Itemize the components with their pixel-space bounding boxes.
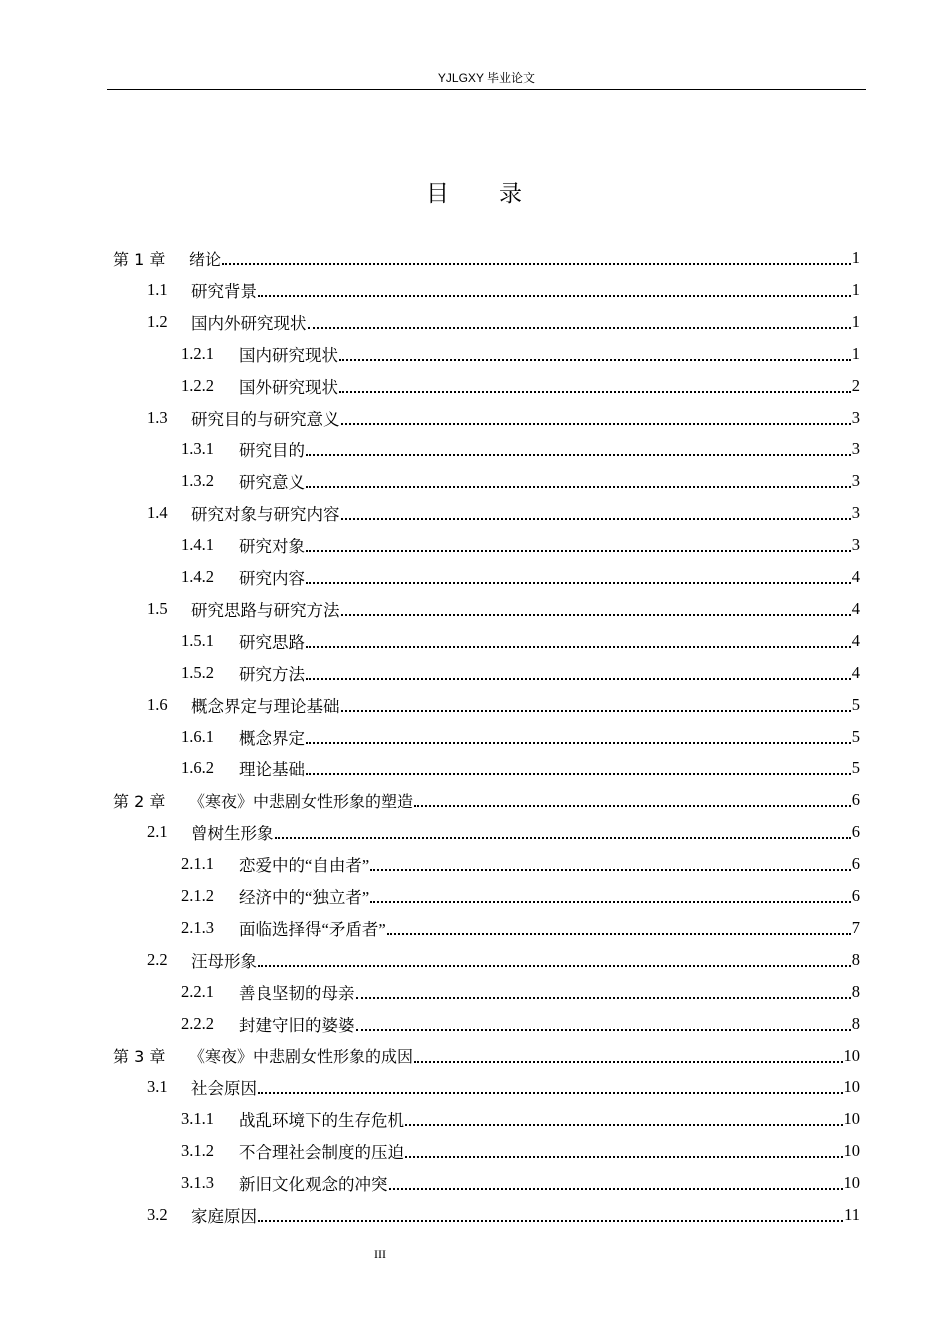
toc-entry-page: 1 (851, 343, 860, 363)
toc-entry-number: 1.3.1 (181, 439, 214, 459)
toc-entry[interactable] (147, 497, 860, 529)
toc-entry-number: 1.4.2 (181, 567, 214, 586)
toc-entry-title: 国外研究现状 (239, 377, 338, 397)
toc-entry[interactable] (147, 1199, 860, 1231)
toc-entry-page: 6 (851, 822, 860, 842)
toc-entry-page: 4 (851, 598, 860, 618)
toc-dot-leader (258, 295, 851, 297)
toc-entry-title: 善良坚韧的母亲 (239, 983, 355, 1003)
toc-dot-leader (387, 933, 851, 935)
toc-entry[interactable] (181, 1167, 860, 1199)
toc-entry-title: 曾树生形象 (191, 824, 274, 844)
toc-entry-page: 3 (851, 471, 860, 491)
toc-entry-page: 10 (843, 1173, 860, 1193)
toc-entry-page: 10 (843, 1045, 860, 1065)
toc-entry[interactable] (147, 274, 860, 306)
toc-entry-number: 第 2 章 (113, 791, 166, 811)
toc-entry-title: 研究背景 (191, 281, 257, 301)
toc-entry[interactable] (181, 752, 860, 784)
toc-dot-leader (306, 454, 851, 456)
toc-entry[interactable] (181, 976, 860, 1008)
toc-entry[interactable] (181, 561, 860, 593)
toc-entry-title: 研究思路 (239, 632, 305, 652)
toc-entry[interactable] (113, 784, 860, 816)
toc-entry-number: 3.1 (147, 1077, 168, 1097)
toc-entry-title: 战乱环境下的生存危机 (239, 1111, 404, 1131)
toc-entry-page: 3 (851, 535, 860, 555)
toc-entry-page: 5 (851, 694, 860, 714)
toc-dot-leader (258, 1220, 843, 1222)
toc-entry-page: 7 (851, 917, 860, 937)
toc-entry-title: 经济中的“独立者” (239, 888, 370, 907)
toc-dot-leader (341, 423, 851, 425)
toc-entry-page: 6 (851, 790, 860, 810)
toc-entry-number: 1.2.1 (181, 343, 214, 363)
toc-dot-leader (389, 1188, 843, 1190)
toc-entry-number: 2.2.2 (181, 1013, 214, 1033)
toc-entry-page: 4 (851, 662, 860, 682)
toc-dot-leader (339, 359, 851, 361)
toc-entry-page: 4 (851, 567, 860, 586)
toc-entry-title: 不合理社会制度的压迫 (239, 1143, 404, 1163)
toc-entry-page: 3 (851, 439, 860, 459)
title-char-1: 目 (426, 181, 451, 207)
toc-entry-page: 5 (851, 726, 860, 746)
toc-entry-page: 11 (844, 1205, 860, 1224)
toc-entry-number: 第 3 章 (113, 1047, 166, 1066)
toc-entry-number: 1.4.1 (181, 535, 214, 555)
toc-entry-page: 1 (851, 248, 860, 267)
toc-entry-title: 社会原因 (191, 1079, 257, 1099)
toc-dot-leader (308, 327, 851, 329)
toc-dot-leader (306, 582, 851, 584)
toc-dot-leader (339, 391, 851, 393)
page-number: III (374, 1247, 386, 1261)
toc-entry[interactable] (147, 402, 860, 434)
toc-entry-title: 家庭原因 (191, 1207, 257, 1226)
toc-dot-leader (405, 1124, 843, 1126)
toc-entry-number: 2.1.1 (181, 854, 214, 874)
toc-entry-title: 研究对象与研究内容 (191, 505, 340, 525)
toc-entry[interactable] (181, 1135, 860, 1167)
toc-dot-leader (306, 550, 851, 552)
toc-entry-title: 新旧文化观念的冲突 (239, 1175, 388, 1195)
toc-entry-title: 《寒夜》中悲剧女性形象的成因 (189, 1047, 414, 1066)
toc-entry-number: 1.6.2 (181, 758, 214, 778)
toc-entry-page: 6 (851, 886, 860, 905)
toc-entry[interactable] (181, 529, 860, 561)
toc-entry-page: 5 (851, 758, 860, 778)
toc-dot-leader (405, 1156, 843, 1158)
toc-entry-page: 8 (851, 981, 860, 1001)
toc-dot-leader (414, 1061, 842, 1063)
toc-entry[interactable] (147, 1071, 860, 1103)
toc-entry-title: 研究目的与研究意义 (191, 409, 340, 429)
toc-entry-number: 1.3.2 (181, 471, 214, 491)
toc-entry[interactable] (181, 1008, 860, 1040)
toc-entry[interactable] (147, 816, 860, 848)
toc-entry-number: 2.1.2 (181, 886, 214, 905)
toc-entry[interactable] (147, 306, 860, 338)
toc-entry[interactable] (147, 593, 860, 625)
toc-entry-title: 理论基础 (239, 760, 305, 780)
toc-dot-leader (306, 773, 851, 775)
toc-entry[interactable] (181, 1103, 860, 1135)
toc-entry-title: 研究思路与研究方法 (191, 600, 340, 620)
toc-dot-leader (370, 901, 851, 903)
toc-entry-title: 封建守旧的婆婆 (239, 1015, 355, 1035)
toc-dot-leader (341, 710, 851, 712)
toc-dot-leader (341, 614, 851, 616)
toc-entry-title: 面临选择得“矛盾者” (239, 919, 386, 939)
toc-entry-number: 1.6 (147, 694, 168, 714)
toc-entry-title: 概念界定与理论基础 (191, 696, 340, 716)
toc-dot-leader (222, 263, 851, 265)
toc-dot-leader (258, 965, 851, 967)
toc-entry-title: 研究内容 (239, 569, 305, 588)
toc-dot-leader (414, 805, 851, 807)
toc-entry-title: 汪母形象 (191, 951, 257, 971)
toc-entry-page: 4 (851, 630, 860, 650)
toc-entry-title: 研究方法 (239, 664, 305, 684)
toc-entry-page: 1 (851, 311, 860, 331)
toc-entry-number: 2.1.3 (181, 917, 214, 937)
toc-entry[interactable] (181, 465, 860, 497)
toc-entry-number: 1.5 (147, 598, 168, 618)
toc-entry-page: 6 (851, 854, 860, 874)
toc-entry[interactable] (181, 912, 860, 944)
toc-entry[interactable] (181, 880, 860, 912)
toc-entry-number: 1.5.2 (181, 662, 214, 682)
toc-entry-page: 2 (851, 375, 860, 395)
toc-entry-title: 恋爱中的“自由者” (239, 856, 370, 876)
toc-entry-number: 2.2 (147, 949, 168, 969)
toc-entry[interactable] (181, 848, 860, 880)
toc-entry-title: 国内研究现状 (239, 345, 338, 365)
toc-entry-title: 概念界定 (239, 728, 305, 748)
toc-entry-page: 8 (851, 1013, 860, 1033)
toc-entry-number: 第 1 章 (113, 249, 166, 269)
toc-entry-page: 10 (843, 1109, 860, 1129)
toc-dot-leader (306, 678, 851, 680)
toc-entry[interactable] (181, 338, 860, 370)
toc-entry-number: 1.1 (147, 279, 168, 299)
toc-entry-number: 3.1.3 (181, 1173, 214, 1193)
toc-entry[interactable] (147, 944, 860, 976)
toc-entry-number: 3.1.1 (181, 1109, 214, 1129)
toc-entry[interactable] (181, 625, 860, 657)
toc-dot-leader (341, 518, 851, 520)
toc-dot-leader (356, 997, 851, 999)
toc-entry[interactable] (181, 370, 860, 402)
page-title (0, 178, 950, 210)
toc-entry-title: 绪论 (189, 249, 222, 269)
toc-entry-page: 3 (851, 503, 860, 523)
toc-entry-number: 1.2 (147, 311, 168, 331)
toc-dot-leader (306, 486, 851, 488)
toc-entry-page: 8 (851, 949, 860, 969)
toc-entry-page: 3 (851, 407, 860, 427)
toc-entry[interactable] (181, 721, 860, 753)
toc-dot-leader (356, 1029, 851, 1031)
running-header: YJLGXY 毕业论文 (437, 71, 536, 85)
toc-entry-title: 研究意义 (239, 473, 305, 493)
toc-entry[interactable] (113, 1040, 860, 1072)
toc-entry[interactable] (181, 433, 860, 465)
toc-entry-number: 3.1.2 (181, 1141, 214, 1161)
toc-entry-number: 1.5.1 (181, 630, 214, 650)
header-rule (107, 89, 866, 90)
toc-entry-page: 10 (843, 1141, 860, 1161)
toc-entry-number: 1.2.2 (181, 375, 214, 395)
toc-entry-page: 1 (851, 279, 860, 299)
toc-entry[interactable] (181, 657, 860, 689)
toc-dot-leader (258, 1092, 843, 1094)
toc-dot-leader (306, 742, 851, 744)
toc-entry-number: 1.6.1 (181, 726, 214, 746)
toc-entry-title: 研究对象 (239, 537, 305, 557)
toc-entry[interactable] (113, 242, 860, 274)
toc-dot-leader (275, 837, 851, 839)
toc-dot-leader (370, 869, 851, 871)
toc-entry-number: 2.1 (147, 822, 168, 842)
title-char-2: 录 (499, 181, 524, 207)
toc-entry-number: 1.4 (147, 503, 168, 523)
toc-entry-number: 1.3 (147, 407, 168, 427)
toc-dot-leader (306, 646, 851, 648)
toc-entry-number: 3.2 (147, 1205, 168, 1224)
toc-entry-title: 研究目的 (239, 441, 305, 461)
toc-entry-page: 10 (843, 1077, 860, 1097)
toc-entry-title: 《寒夜》中悲剧女性形象的塑造 (189, 791, 414, 811)
toc-entry-number: 2.2.1 (181, 981, 214, 1001)
toc-entry-title: 国内外研究现状 (191, 313, 307, 333)
toc-entry[interactable] (147, 689, 860, 721)
